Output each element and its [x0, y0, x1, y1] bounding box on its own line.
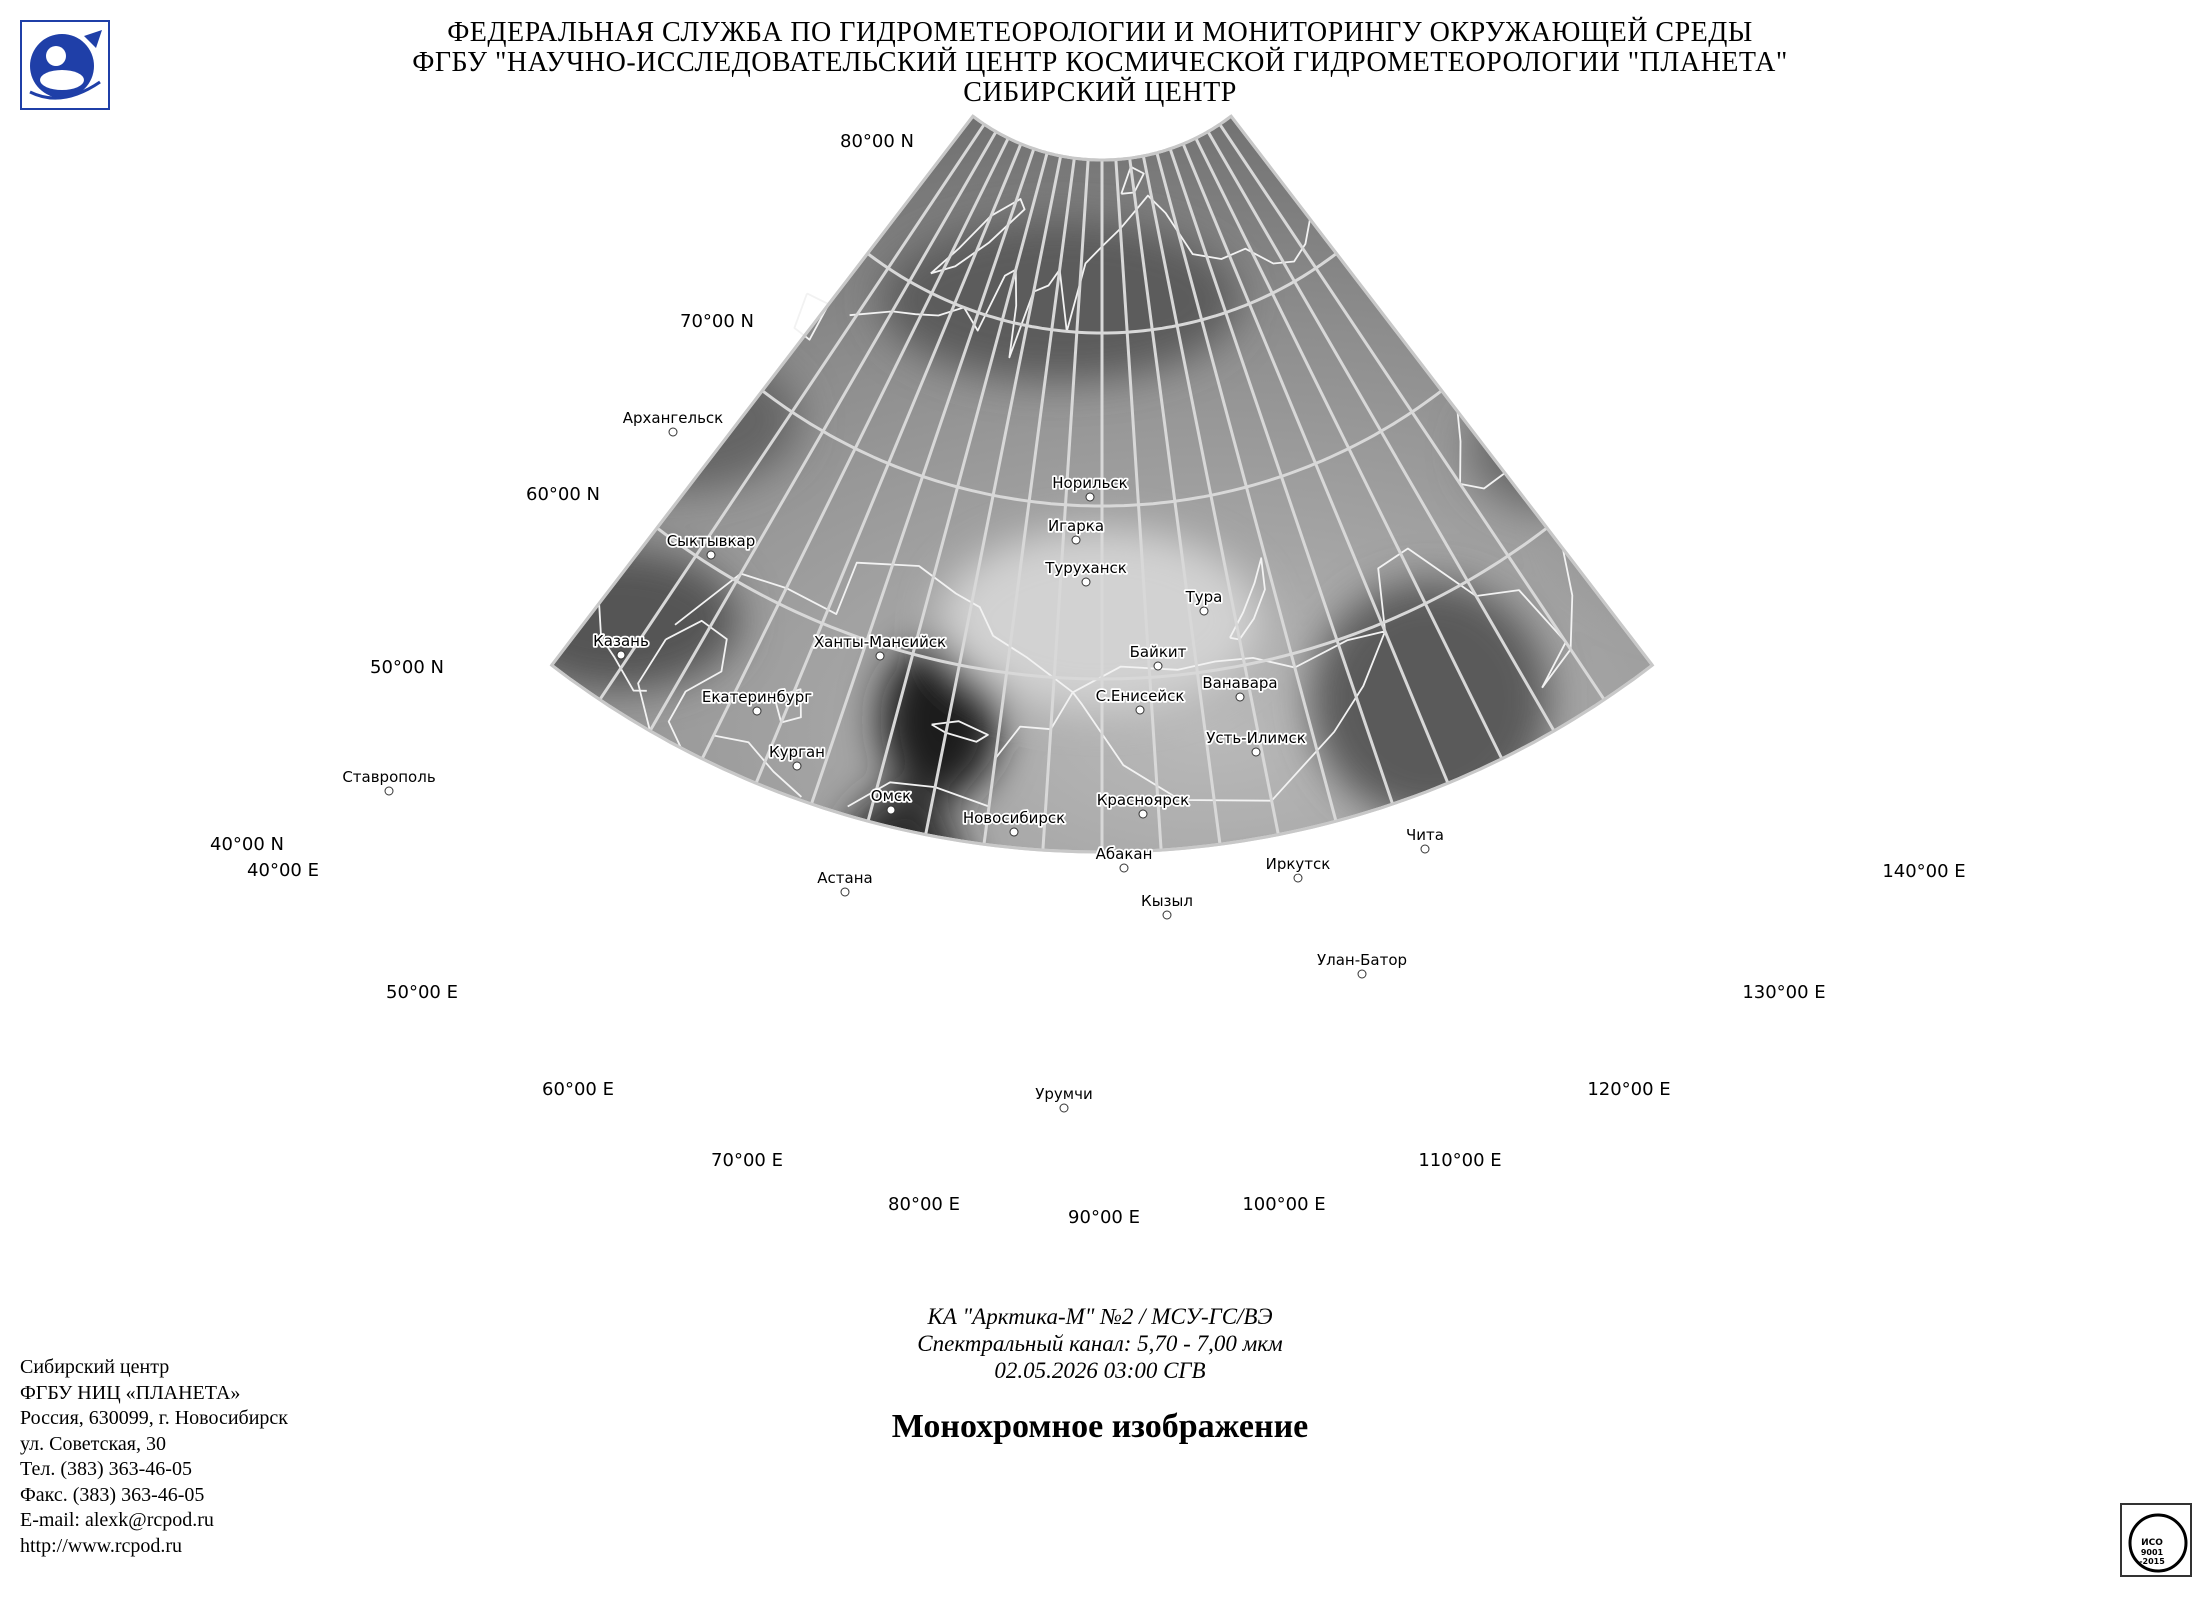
- city-label: Ханты-Мансийск: [813, 633, 947, 651]
- city-marker: [1141, 892, 1193, 919]
- city-marker: [1317, 951, 1407, 978]
- city-label: Абакан: [1095, 845, 1153, 863]
- city-label: Усть-Илимск: [1206, 729, 1306, 747]
- address-line: Сибирский центр: [20, 1356, 170, 1378]
- header-line-3: СИБИРСКИЙ ЦЕНТР: [963, 77, 1237, 108]
- city-dot: [1163, 911, 1171, 919]
- spectral-channel: Спектральный канал: 5,70 - 7,00 мкм: [917, 1331, 1283, 1356]
- website-line: http://www.rcpod.ru: [20, 1534, 183, 1557]
- longitude-labels: [247, 860, 1966, 1228]
- city-dot: [669, 428, 677, 436]
- city-label: Омск: [870, 787, 912, 805]
- acquisition-datetime: 02.05.2026 03:00 СГВ: [994, 1358, 1206, 1383]
- header-line-2: ФГБУ "НАУЧНО-ИССЛЕДОВАТЕЛЬСКИЙ ЦЕНТР КОСМИЧЕСКОЙ ГИДРОМЕТЕОРОЛОГИИ "ПЛАНЕТА": [412, 47, 1788, 78]
- city-label: Ванавара: [1202, 674, 1278, 692]
- city-label: Чита: [1406, 826, 1444, 844]
- city-label: Курган: [769, 743, 825, 761]
- city-dot: [1136, 706, 1144, 714]
- city-label: Ставрополь: [342, 768, 436, 786]
- city-dot: [841, 888, 849, 896]
- city-label: Норильск: [1052, 474, 1128, 492]
- city-dot: [1358, 970, 1366, 978]
- city-label: Улан-Батор: [1316, 951, 1408, 969]
- acquisition-info: [600, 1303, 1600, 1384]
- city-label: Кызыл: [1141, 892, 1193, 910]
- city-label: Екатеринбург: [701, 688, 813, 706]
- city-dot: [1236, 693, 1244, 701]
- address-line: ФГБУ НИЦ «ПЛАНЕТА»: [20, 1381, 241, 1404]
- city-label: Сыктывкар: [666, 532, 756, 550]
- longitude-label: 40°00 E: [247, 860, 319, 881]
- header-line-1: ФЕДЕРАЛЬНАЯ СЛУЖБА ПО ГИДРОМЕТЕОРОЛОГИИ И МОНИТОРИНГУ ОКРУЖАЮЩЕЙ СРЕДЫ: [447, 17, 1753, 48]
- contact-address: [20, 1355, 288, 1559]
- city-dot: [1421, 845, 1429, 853]
- city-dot: [876, 652, 884, 660]
- city-marker: [342, 768, 435, 795]
- longitude-label: 50°00 E: [386, 982, 458, 1003]
- longitude-label: 90°00 E: [1068, 1207, 1140, 1228]
- city-label: Байкит: [1129, 643, 1187, 661]
- longitude-label: 140°00 E: [1882, 861, 1966, 882]
- longitude-label: 100°00 E: [1242, 1194, 1326, 1215]
- city-dot: [1072, 536, 1080, 544]
- longitude-label: 70°00 E: [711, 1150, 783, 1171]
- latitude-label: 80°00 N: [840, 131, 914, 152]
- city-label: Архангельск: [622, 409, 724, 427]
- city-label: Игарка: [1047, 517, 1105, 535]
- imagery-layer: [0, 100, 2200, 1250]
- city-marker: [1096, 845, 1153, 872]
- satellite-name: КА "Арктика-М" №2 / МСУ-ГС/ВЭ: [927, 1304, 1273, 1329]
- svg-text:-2015: -2015: [2139, 1557, 2165, 1566]
- latitude-label: 50°00 N: [370, 657, 444, 678]
- city-dot: [793, 762, 801, 770]
- svg-text:9001: 9001: [2140, 1548, 2164, 1557]
- latitude-label: 60°00 N: [526, 484, 600, 505]
- city-label: Иркутск: [1265, 855, 1331, 873]
- city-marker: [1266, 855, 1331, 882]
- city-dot: [385, 787, 393, 795]
- iso-certification-badge: [2120, 1503, 2192, 1577]
- iso-certification-icon: [2122, 1505, 2190, 1575]
- city-dot: [887, 806, 895, 814]
- image-type-title: Монохромное изображение: [891, 1408, 1309, 1445]
- city-label: Новосибирск: [962, 809, 1066, 827]
- city-label: Астана: [817, 869, 873, 887]
- longitude-label: 60°00 E: [542, 1079, 614, 1100]
- city-dot: [617, 651, 625, 659]
- longitude-label: 110°00 E: [1418, 1150, 1502, 1171]
- city-marker: [623, 409, 724, 436]
- city-dot: [1086, 493, 1094, 501]
- address-line: ул. Советская, 30: [20, 1432, 166, 1455]
- city-label: С.Енисейск: [1095, 687, 1185, 705]
- city-dot: [1154, 662, 1162, 670]
- city-dot: [1010, 828, 1018, 836]
- city-label: Туруханск: [1045, 559, 1127, 577]
- latitude-label: 40°00 N: [210, 834, 284, 855]
- fax-line: Факс. (383) 363-46-05: [20, 1483, 205, 1506]
- city-label: Казань: [593, 632, 649, 650]
- city-dot: [1060, 1104, 1068, 1112]
- svg-text:ИСО: ИСО: [2141, 1538, 2163, 1548]
- city-label: Красноярск: [1096, 791, 1190, 809]
- city-dot: [1200, 607, 1208, 615]
- city-dot: [1082, 578, 1090, 586]
- city-dot: [707, 551, 715, 559]
- city-dot: [753, 707, 761, 715]
- email-line: E-mail: alexk@rcpod.ru: [20, 1509, 214, 1531]
- city-marker: [1035, 1085, 1092, 1112]
- longitude-label: 130°00 E: [1742, 982, 1826, 1003]
- city-marker: [1406, 826, 1444, 853]
- longitude-label: 80°00 E: [888, 1194, 960, 1215]
- city-dot: [1120, 864, 1128, 872]
- city-dot: [1294, 874, 1302, 882]
- city-dot: [1252, 748, 1260, 756]
- city-dot: [1139, 810, 1147, 818]
- longitude-label: 120°00 E: [1587, 1079, 1671, 1100]
- latitude-label: 70°00 N: [680, 311, 754, 332]
- city-label: Тура: [1185, 588, 1223, 606]
- address-line: Россия, 630099, г. Новосибирск: [20, 1407, 289, 1429]
- city-label: Урумчи: [1035, 1085, 1093, 1103]
- city-marker: [817, 869, 872, 896]
- phone-line: Тел. (383) 363-46-05: [20, 1458, 192, 1480]
